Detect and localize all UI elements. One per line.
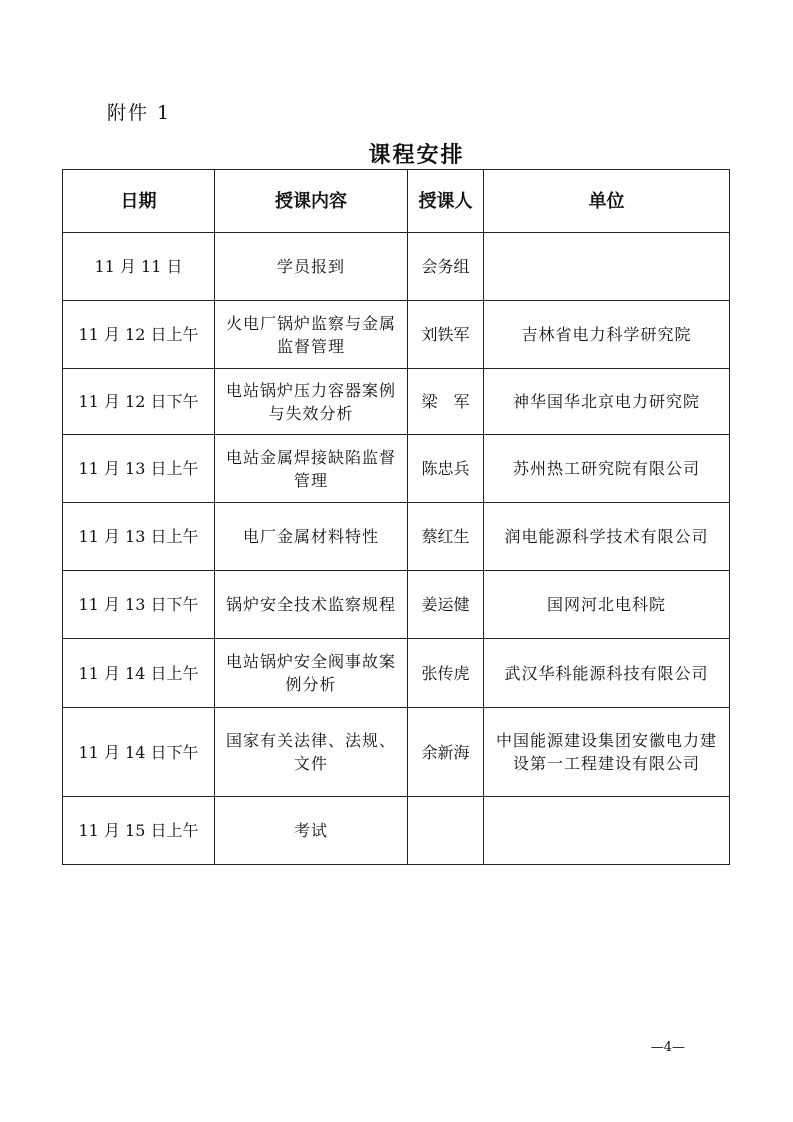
cell-lecturer: 蔡红生 (408, 503, 484, 571)
table-row (63, 797, 730, 865)
header-date: 日期 (63, 170, 215, 233)
cell-lecturer: 余新海 (408, 708, 484, 797)
table-header-row (63, 170, 730, 233)
cell-unit: 润电能源科学技术有限公司 (484, 503, 730, 571)
header-lecturer: 授课人 (408, 170, 484, 233)
cell-lecturer: 梁 军 (408, 369, 484, 435)
table-row (63, 708, 730, 797)
table-row (63, 369, 730, 435)
cell-lecturer: 姜运健 (408, 571, 484, 639)
cell-date: 11 月 15 日上午 (63, 797, 215, 865)
cell-content: 学员报到 (215, 233, 408, 301)
cell-unit: 武汉华科能源科技有限公司 (484, 639, 730, 708)
cell-content: 电站锅炉压力容器案例与失效分析 (215, 369, 408, 435)
cell-unit: 吉林省电力科学研究院 (484, 301, 730, 369)
cell-date: 11 月 14 日下午 (63, 708, 215, 797)
cell-unit: 国网河北电科院 (484, 571, 730, 639)
cell-unit: 神华国华北京电力研究院 (484, 369, 730, 435)
cell-content: 锅炉安全技术监察规程 (215, 571, 408, 639)
cell-lecturer: 陈忠兵 (408, 435, 484, 503)
cell-content: 火电厂锅炉监察与金属监督管理 (215, 301, 408, 369)
cell-content: 电站金属焊接缺陷监督管理 (215, 435, 408, 503)
table-row (63, 301, 730, 369)
cell-content: 考试 (215, 797, 408, 865)
schedule-table (62, 169, 730, 865)
table-row (63, 233, 730, 301)
page-number: —4— (650, 1040, 685, 1055)
table-row (63, 503, 730, 571)
cell-content: 电站锅炉安全阀事故案例分析 (215, 639, 408, 708)
cell-lecturer: 刘铁军 (408, 301, 484, 369)
cell-date: 11 月 11 日 (63, 233, 215, 301)
cell-lecturer (408, 797, 484, 865)
header-content: 授课内容 (215, 170, 408, 233)
cell-content: 电厂金属材料特性 (215, 503, 408, 571)
cell-date: 11 月 12 日下午 (63, 369, 215, 435)
cell-date: 11 月 13 日上午 (63, 503, 215, 571)
cell-date: 11 月 13 日上午 (63, 435, 215, 503)
cell-unit: 苏州热工研究院有限公司 (484, 435, 730, 503)
cell-date: 11 月 14 日上午 (63, 639, 215, 708)
cell-lecturer: 会务组 (408, 233, 484, 301)
page-title: 课程安排 (368, 143, 465, 168)
cell-unit (484, 233, 730, 301)
cell-date: 11 月 13 日下午 (63, 571, 215, 639)
cell-lecturer: 张传虎 (408, 639, 484, 708)
attachment-label: 附件 1 (107, 102, 172, 124)
cell-unit: 中国能源建设集团安徽电力建设第一工程建设有限公司 (484, 708, 730, 797)
cell-content: 国家有关法律、法规、文件 (215, 708, 408, 797)
cell-unit (484, 797, 730, 865)
table-row (63, 435, 730, 503)
cell-date: 11 月 12 日上午 (63, 301, 215, 369)
table-row (63, 571, 730, 639)
header-unit: 单位 (484, 170, 730, 233)
table-row (63, 639, 730, 708)
